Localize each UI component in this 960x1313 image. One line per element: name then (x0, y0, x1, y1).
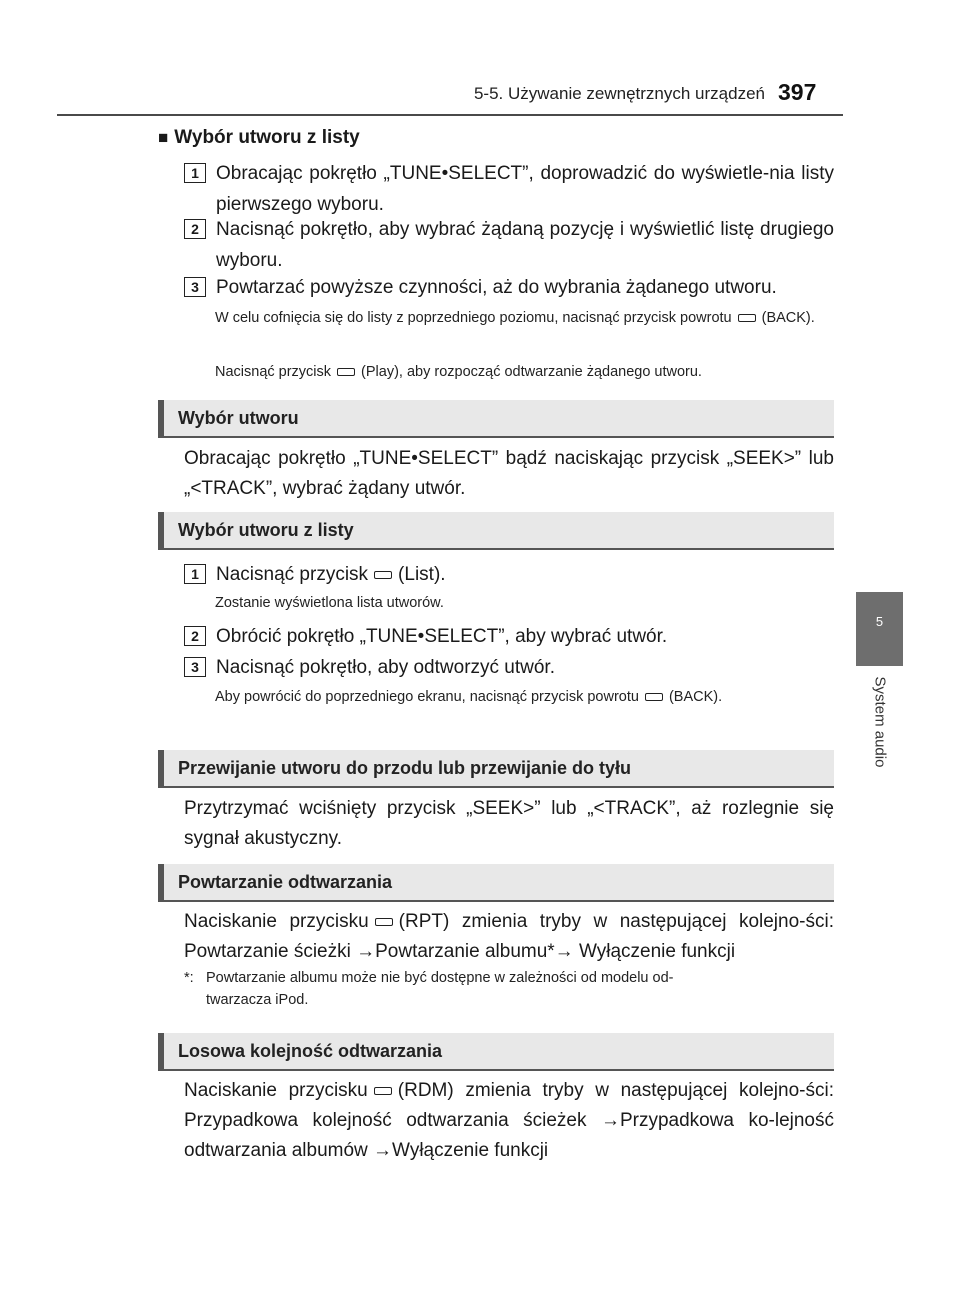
note-play: Nacisnąć przycisk (Play), aby rozpocząć odtwarzanie żądanego utworu. (215, 364, 702, 380)
list-step-3 (184, 652, 834, 683)
step-number-badge: 3 (184, 277, 206, 297)
repeat-text: Naciskanie przycisku (RPT) zmienia tryby w następującej kolejno-ści: Powtarzanie ścieżki →Powtarzanie albumu*→ Wyłączenie funkcji (184, 911, 834, 962)
list-step-1: 1 Nacisnąć przycisk (List). (184, 559, 834, 590)
arrow-icon: → (356, 941, 376, 962)
list-step-2 (184, 621, 834, 652)
back-button-icon (738, 314, 756, 322)
step-number-badge: 3 (184, 657, 206, 677)
fast-forward-text: Przytrzymać wciśnięty przycisk „SEEK>” lub „<TRACK”, aż rozlegnie się sygnał akustyczny. (184, 798, 834, 849)
arrow-icon: → (373, 1140, 393, 1161)
play-button-icon (337, 368, 355, 376)
page-number: 397 (778, 79, 817, 105)
arrow-icon: → (600, 1110, 620, 1131)
step-number-badge: 1 (184, 564, 206, 584)
step-3 (184, 272, 834, 303)
random-text: Naciskanie przycisku (RDM) zmienia tryby w następującej kolejno-ści: Przypadkowa kolejność odtwarzania ścieżek →Przypadkowa ko-lejność odtwarzania albumów →Wyłączenie funkcji (184, 1080, 834, 1161)
step-text: Obracając pokrętło „TUNE•SELECT”, doprowadzić do wyświetle-nia listy pierwszego wyboru. (216, 163, 834, 215)
square-bullet-icon: ■ (158, 128, 169, 147)
list-button-icon (374, 571, 392, 579)
repeat-footnote: *: Powtarzanie albumu może nie być dostępne w zależności od modelu od- twarzacza iPod. (184, 970, 674, 1008)
note-back-screen: Aby powrócić do poprzedniego ekranu, nacisnąć przycisk powrotu (BACK). (215, 689, 723, 705)
back-button-icon (645, 693, 663, 701)
section-heading-random: Losowa kolejność odtwarzania (158, 1033, 834, 1071)
step-text: Nacisnąć pokrętło, aby odtworzyć utwór. (216, 657, 555, 678)
step-text: Nacisnąć pokrętło, aby wybrać żądaną pozycję i wyświetlić listę drugiego wyboru. (216, 219, 834, 271)
step-2 (184, 214, 834, 276)
section-heading-repeat: Powtarzanie odtwarzania (158, 864, 834, 902)
section-header: 5-5. Używanie zewnętrznych urządzeń (473, 84, 765, 103)
arrow-icon: → (554, 941, 574, 962)
track-select-text: Obracając pokrętło „TUNE•SELECT” bądź naciskając przycisk „SEEK>” lub „<TRACK”, wybrać żądany utwór. (184, 448, 834, 499)
section-heading-track-select: Wybór utworu (158, 400, 834, 438)
rdm-button-icon (374, 1087, 392, 1095)
list-subtitle: ■ Wybór utworu z listy (158, 127, 360, 148)
section-heading-fast-forward: Przewijanie utworu do przodu lub przewijanie do tyłu (158, 750, 834, 788)
chapter-tab-label: System audio (871, 676, 888, 768)
step-number-badge: 2 (184, 219, 206, 239)
chapter-tab-number: 5 (856, 592, 903, 666)
step-text: Powtarzać powyższe czynności, aż do wybrania żądanego utworu. (216, 277, 777, 298)
note-back: W celu cofnięcia się do listy z poprzedniego poziomu, nacisnąć przycisk powrotu (BACK). (215, 310, 815, 326)
step-number-badge: 1 (184, 163, 206, 183)
step-number-badge: 2 (184, 626, 206, 646)
header-divider (57, 114, 843, 116)
step-1 (184, 158, 834, 220)
chapter-tab (856, 666, 903, 778)
step-text: Obrócić pokrętło „TUNE•SELECT”, aby wybrać utwór. (216, 626, 668, 647)
section-heading-track-list: Wybór utworu z listy (158, 512, 834, 550)
rpt-button-icon (375, 918, 393, 926)
note-list-shown: Zostanie wyświetlona lista utworów. (215, 595, 444, 611)
